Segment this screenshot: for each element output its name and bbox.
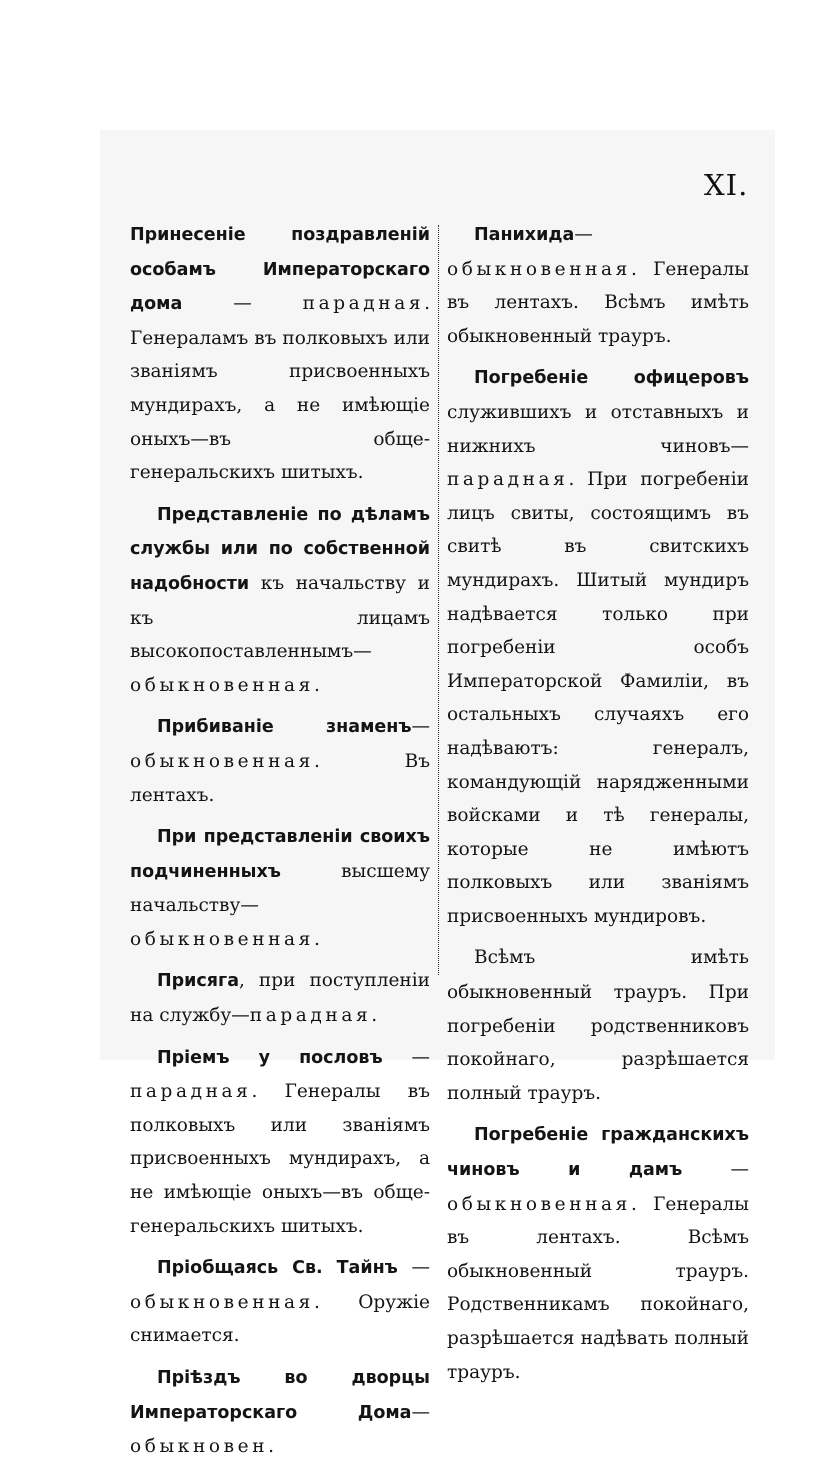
entry-heading: Пріѣздъ во дворцы Императорскаго Дома — [130, 1368, 430, 1423]
uniform-type: обыкновенная — [130, 928, 314, 950]
entry-separator: — — [574, 224, 593, 245]
entry-text: . Генераламъ въ полковыхъ или званіямъ присвоенныхъ мундирахъ, а не имѣющіе оныхъ—въ обще-генеральскихъ шитыхъ. — [130, 293, 430, 484]
entry-heading: Панихида — [474, 225, 575, 245]
uniform-type: парадная — [302, 293, 425, 315]
entry-text: . Генералы въ лентахъ. Всѣмъ обыкновенный трауръ. Родственникамъ покойнаго, разрѣшается надѣвать полный трауръ. — [447, 1193, 749, 1383]
entry-heading: Погребеніе гражданскихъ чиновъ и дамъ — [447, 1125, 749, 1181]
right-column — [447, 218, 749, 1397]
entry-separator: — — [411, 716, 430, 738]
entry-separator: — — [382, 1046, 430, 1068]
uniform-type: обыкновенная — [130, 1291, 314, 1313]
entry-text: Всѣмъ имѣть обыкновенный трауръ. При погребеніи родственниковъ покойнаго, разрѣшается полный трауръ. — [447, 947, 749, 1104]
entry-text: . Въ лентахъ. — [130, 750, 430, 806]
uniform-type: обыкновен. — [130, 1436, 278, 1458]
entry-text: . Оружіе снимается. — [130, 1291, 430, 1347]
entry-text: . — [313, 674, 320, 696]
entry-text: . Генералы въ полковыхъ или званіямъ присвоенныхъ мундирахъ, а не имѣющіе оныхъ—въ обще-генеральскихъ шитыхъ. — [130, 1081, 430, 1237]
entry-text: . Генералы въ лентахъ. Всѣмъ имѣть обыкновенный трауръ. — [447, 258, 749, 347]
uniform-type: парадная — [249, 1005, 372, 1027]
uniform-type: обыкновенная — [447, 1193, 631, 1215]
entry-separator: служившихъ и отставныхъ и нижнихъ чиновъ— — [447, 401, 749, 457]
uniform-type: обыкновенная — [130, 750, 314, 772]
entry-separator: — — [411, 1401, 430, 1423]
uniform-type: парадная — [130, 1081, 252, 1103]
entry-separator: — — [397, 1257, 430, 1279]
entry — [130, 1041, 430, 1244]
entry-heading: Погребеніе офицеровъ — [474, 368, 749, 389]
page-number: XI. — [704, 168, 749, 202]
entry-heading: Присяга — [157, 971, 239, 992]
entry-separator: высшему начальству— — [130, 860, 430, 917]
uniform-type: парадная — [447, 469, 569, 491]
entry — [447, 361, 749, 933]
entry — [130, 1251, 430, 1353]
entry-separator: , при поступленіи на службу— — [130, 970, 430, 1027]
entry-text: . — [313, 928, 320, 950]
uniform-type: обыкновенная — [447, 258, 631, 280]
entry — [130, 964, 430, 1032]
entry-heading: Прибиваніе знаменъ — [157, 717, 412, 738]
entry — [130, 820, 430, 956]
entry-heading: Представленіе по дѣламъ службы или по собственной надобности — [130, 504, 430, 594]
entry — [130, 498, 430, 703]
entry — [130, 1361, 430, 1464]
entry-heading: Пріемъ у пословъ — [157, 1047, 383, 1068]
column-divider — [438, 225, 439, 975]
entry-separator: къ начальству и къ лицамъ высокопоставленнымъ— — [130, 572, 430, 663]
entry-heading: Пріобщаясь Св. Тайнъ — [157, 1258, 398, 1279]
entry — [130, 710, 430, 812]
entry-heading: При представленіи своихъ подчиненныхъ — [130, 827, 430, 882]
entry — [130, 218, 430, 490]
entry-separator: — — [182, 293, 303, 315]
entry — [447, 1118, 749, 1389]
left-column — [130, 218, 430, 1472]
entry-heading: Принесеніе поздравленій особамъ Императорскаго дома — [130, 225, 430, 315]
uniform-type: обыкновенная — [130, 674, 314, 696]
entry-text: . При погребеніи лицъ свиты, состоящимъ въ свитѣ въ свитскихъ мундирахъ. Шитый мундиръ надѣвается только при погребеніи особъ Императорской Фамиліи, въ остальныхъ случаяхъ его надѣваютъ: генералъ, командующій нарядженными войсками и тѣ генералы, которые не имѣютъ полковыхъ или званіямъ присвоенныхъ мундировъ. — [447, 469, 749, 927]
entry — [447, 218, 749, 353]
entry-separator: — — [682, 1159, 749, 1181]
entry — [447, 941, 749, 1110]
entry-text: . — [371, 1005, 378, 1027]
